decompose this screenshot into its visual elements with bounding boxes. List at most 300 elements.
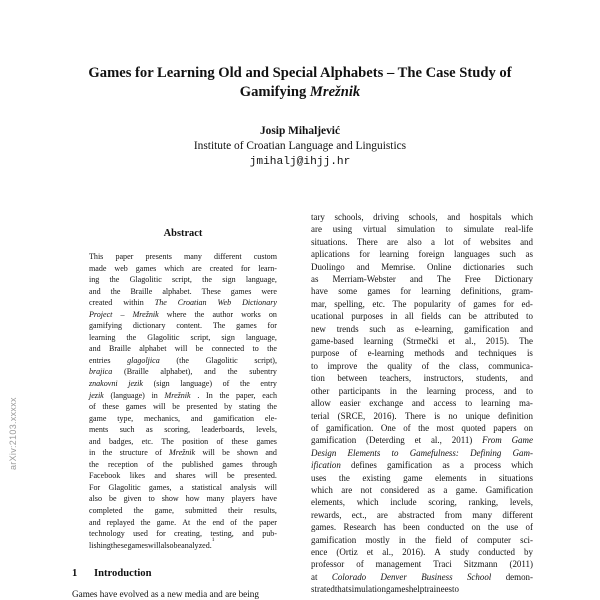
word: of: [216, 436, 224, 446]
italic-word: brajica: [89, 367, 113, 377]
word: lishing: [89, 540, 111, 550]
word: for: [400, 286, 411, 297]
word: of: [222, 379, 230, 389]
word: as: [146, 425, 153, 435]
word: submitted: [185, 506, 217, 516]
word: of: [230, 517, 237, 527]
word: games: [222, 459, 243, 469]
word: reception: [107, 459, 138, 469]
word: which: [164, 263, 184, 273]
word: rewards,: [311, 509, 342, 520]
word: (Braille: [124, 367, 149, 377]
word: papers: [493, 422, 517, 433]
word: games: [473, 298, 497, 309]
word: websites: [479, 236, 511, 247]
word: for: [156, 529, 166, 539]
word: in: [389, 385, 397, 396]
word: simulate: [463, 224, 494, 235]
word: trends: [336, 323, 359, 334]
word: many: [206, 494, 225, 504]
word: learning: [89, 332, 116, 342]
word: not: [360, 484, 372, 495]
word: ucational: [311, 311, 344, 322]
word: in: [89, 448, 96, 458]
text-line: [89, 493, 277, 505]
word: made: [89, 263, 107, 273]
word: participants: [338, 385, 381, 396]
word: as: [311, 274, 319, 285]
word: in: [390, 311, 398, 322]
word: definitions,: [460, 286, 502, 297]
word: alphabet.: [162, 286, 192, 296]
word: on: [524, 422, 533, 433]
word: Braille: [108, 344, 131, 354]
word: of: [89, 402, 96, 412]
word: using: [332, 224, 353, 235]
text-line: [311, 347, 533, 359]
word: technology: [89, 529, 125, 539]
word: their: [228, 506, 243, 516]
text-line: [89, 424, 277, 436]
italic-word: znakovni: [89, 379, 118, 389]
text-line: [311, 397, 533, 409]
word: quality: [387, 360, 413, 371]
word: strated: [311, 584, 335, 595]
italic-word: Croatian: [177, 298, 207, 308]
word: author: [212, 309, 234, 319]
word: these: [110, 540, 128, 550]
word: the: [219, 390, 230, 400]
word: works: [241, 309, 261, 319]
word: real-life: [504, 224, 533, 235]
word: the: [438, 360, 450, 371]
word: and: [89, 436, 101, 446]
word: be: [468, 311, 477, 322]
italic-word: jezik: [128, 379, 143, 389]
word: to: [465, 398, 473, 409]
text-line: [311, 546, 533, 558]
word: ments: [89, 425, 109, 435]
word: mar,: [311, 298, 327, 309]
word: which: [356, 497, 379, 508]
word: script),: [254, 355, 277, 365]
title-line-1: Games for Learning Old and Special Alphabets – The Case Study of: [88, 65, 512, 81]
italic-word: jezik: [89, 390, 104, 400]
word: Merriam-Webster: [332, 274, 396, 285]
word: etc.: [372, 298, 386, 309]
word: gamification: [311, 435, 357, 446]
text-line: [89, 436, 277, 448]
word: learning: [426, 385, 456, 396]
word: as: [525, 249, 533, 260]
word: as: [442, 460, 450, 471]
text-line: [311, 422, 533, 434]
italic-word: Denver: [380, 571, 407, 582]
word: games: [236, 321, 257, 331]
word: a: [431, 236, 436, 247]
word: access: [433, 398, 457, 409]
word: replayed: [106, 517, 135, 527]
word: instructors,: [423, 373, 464, 384]
word: created: [89, 298, 113, 308]
word: will: [264, 482, 277, 492]
word: and: [242, 529, 254, 539]
word: use: [506, 522, 519, 533]
word: through: [251, 459, 277, 469]
word: subentry: [249, 367, 277, 377]
word: gamification: [311, 534, 357, 545]
italic-word: Design: [311, 447, 337, 458]
word: (the: [176, 355, 189, 365]
section-title: Introduction: [94, 568, 152, 579]
word: Free: [464, 274, 481, 285]
word: to: [445, 224, 453, 235]
word: al.,: [430, 435, 442, 446]
word: unique: [465, 410, 490, 421]
word: 2016).: [402, 546, 426, 557]
word: the: [126, 332, 137, 342]
word: presents: [145, 252, 172, 261]
word: show: [161, 494, 179, 504]
word: the: [338, 472, 350, 483]
word: Facebook: [89, 471, 121, 481]
text-line: [89, 401, 277, 413]
word: and: [190, 413, 203, 423]
word: learning: [421, 286, 451, 297]
word: the: [366, 360, 378, 371]
word: considered: [380, 484, 420, 495]
word: and: [89, 344, 101, 354]
word: many: [183, 252, 202, 261]
word: purpose: [311, 348, 340, 359]
word: al.,: [464, 336, 476, 347]
text-line: [89, 536, 277, 552]
word: games: [127, 540, 149, 550]
word: gamification: [213, 413, 255, 423]
word: gram-: [511, 286, 533, 297]
author-email[interactable]: jmihalj@ihjj.hr: [249, 156, 351, 168]
word: end: [212, 517, 225, 527]
word: Braille: [130, 286, 153, 296]
text-line: [89, 447, 277, 459]
word: Dictionary: [494, 274, 533, 285]
word: analyzed.: [181, 540, 212, 550]
word: new: [311, 323, 326, 334]
word: hospitals: [469, 212, 502, 222]
word: be: [222, 448, 230, 458]
word: the: [487, 522, 499, 533]
word: ed-: [521, 298, 533, 309]
word: techniques: [478, 348, 517, 359]
word: Glagolitic: [129, 275, 162, 285]
word: paper,: [235, 390, 256, 400]
word: also: [160, 540, 174, 550]
word: include: [390, 497, 417, 508]
word: the: [102, 448, 113, 458]
word: how: [185, 494, 200, 504]
text-line: [89, 366, 277, 378]
italic-word: From: [482, 435, 502, 446]
word: the: [133, 506, 144, 516]
word: are: [387, 236, 398, 247]
word: study: [449, 546, 470, 557]
word: the: [109, 275, 120, 285]
word: elements: [435, 472, 467, 483]
italic-word: Mrežnik: [132, 309, 159, 319]
word: ing: [89, 275, 100, 285]
word: of: [421, 360, 430, 371]
word: teachers,: [379, 373, 412, 384]
word: and: [89, 517, 101, 527]
word: a: [443, 484, 448, 495]
word: between: [337, 373, 368, 384]
author-affiliation: Institute of Croatian Language and Linguistics: [193, 140, 407, 152]
text-line: [311, 285, 533, 297]
word: custom: [253, 252, 277, 261]
text-line: [89, 505, 277, 517]
word: entries: [89, 355, 111, 365]
word: used: [133, 529, 148, 539]
word: that: [334, 584, 349, 595]
text-line: [311, 558, 533, 570]
word: be: [227, 471, 235, 481]
word: completed: [89, 506, 123, 516]
word: will: [202, 448, 215, 458]
word: shown: [237, 448, 259, 458]
word: leaderboards,: [201, 425, 245, 435]
word: the: [227, 367, 238, 377]
word: elements,: [311, 497, 346, 508]
word: dictionaries: [463, 261, 505, 272]
word: virtual: [362, 224, 387, 235]
word: et: [414, 435, 422, 446]
word: by: [224, 402, 233, 412]
word: Duolingo: [311, 261, 345, 272]
word: and: [447, 212, 461, 222]
word: students,: [476, 373, 508, 384]
word: to: [148, 494, 155, 504]
word: Memrise.: [381, 261, 416, 272]
word: languages: [454, 249, 490, 260]
word: This: [89, 252, 104, 261]
word: of: [460, 534, 469, 545]
word: scoring,: [428, 497, 457, 508]
word: methods: [414, 348, 445, 359]
word: most: [436, 422, 454, 433]
word: foreign: [418, 249, 445, 260]
word: such: [119, 425, 135, 435]
intro-text-line: Games have evolved as a new media and are being: [72, 589, 259, 599]
word: some: [338, 286, 358, 297]
text-line: [311, 534, 533, 546]
word: scoring,: [164, 425, 190, 435]
word: e-learning: [367, 348, 404, 359]
word: and: [265, 448, 277, 458]
word: management: [375, 559, 422, 570]
word: given: [123, 494, 142, 504]
italic-word: Gam-: [512, 447, 533, 458]
italic-word: School: [466, 571, 492, 582]
word: e-learning,: [414, 323, 454, 334]
italic-word: Elements: [347, 447, 381, 458]
italic-word: Business: [421, 571, 453, 582]
text-line: [311, 223, 533, 235]
word: defines: [350, 460, 377, 471]
italic-word: –: [120, 309, 125, 319]
word: the: [418, 422, 430, 433]
word: The: [519, 336, 533, 347]
word: At: [182, 517, 191, 527]
word: be: [173, 540, 182, 550]
word: also: [407, 236, 422, 247]
word: by: [524, 546, 533, 557]
word: game.: [455, 484, 478, 495]
word: and: [204, 367, 216, 377]
italic-word: Web: [217, 298, 232, 308]
word: the: [110, 286, 121, 296]
word: are: [311, 224, 322, 235]
word: as: [396, 323, 405, 334]
word: a: [459, 460, 464, 471]
word: the: [202, 275, 212, 285]
word: the: [140, 517, 151, 527]
word: Glagolitic: [147, 332, 180, 342]
word: players: [231, 494, 255, 504]
word: A: [434, 546, 441, 557]
word: mechanics,: [144, 413, 181, 423]
word: of: [356, 559, 364, 570]
word: and: [356, 261, 370, 272]
word: gamifying: [89, 321, 123, 331]
text-line: [89, 470, 277, 482]
abstract-heading: Abstract: [163, 228, 203, 239]
word: demon-: [505, 571, 533, 582]
word: Glagolitic: [205, 355, 238, 365]
text-line: [311, 236, 533, 248]
word: games: [256, 436, 277, 446]
word: tary: [311, 212, 325, 222]
word: creating,: [174, 529, 202, 539]
word: which: [511, 212, 533, 222]
word: likes: [129, 471, 145, 481]
word: terial: [311, 410, 330, 421]
text-line: [311, 410, 533, 422]
word: learn-: [258, 263, 277, 273]
word: and: [503, 385, 517, 396]
text-line: [311, 571, 533, 583]
text-line: [311, 496, 533, 508]
author-block: [100, 124, 500, 170]
word: game,: [154, 506, 175, 516]
text-line: [311, 459, 533, 471]
word: situations.: [311, 236, 348, 247]
word: will: [174, 344, 188, 354]
text-line: [89, 297, 277, 309]
word: of: [311, 422, 319, 433]
word: the: [89, 459, 99, 469]
text-line: [89, 482, 277, 494]
word: sign: [222, 275, 236, 285]
text-line: [89, 355, 277, 367]
word: There: [404, 410, 426, 421]
abstract-body: [89, 251, 277, 551]
word: communica-: [488, 360, 533, 371]
word: In: [206, 390, 213, 400]
word: field: [435, 534, 452, 545]
text-line: [311, 372, 533, 384]
word: the: [243, 517, 253, 527]
title-line-2-prefix: Gamifying: [239, 84, 310, 100]
word: alphabet),: [160, 367, 193, 377]
word: conducted: [478, 546, 515, 557]
text-line: [89, 517, 277, 529]
italic-word: Mrežnik: [164, 390, 191, 400]
word: ma-: [519, 398, 533, 409]
text-line: [311, 385, 533, 397]
word: been: [403, 522, 420, 533]
word: professor: [311, 559, 345, 570]
text-line: [311, 298, 533, 310]
word: these: [102, 402, 119, 412]
word: presented: [186, 402, 218, 412]
word: are: [376, 509, 388, 520]
word: in: [151, 390, 158, 400]
word: ranking,: [468, 497, 499, 508]
word: a: [179, 482, 184, 492]
word: for: [503, 298, 514, 309]
text-line: [89, 251, 277, 263]
word: for: [359, 249, 370, 260]
word: of: [403, 422, 411, 433]
word: game: [89, 413, 107, 423]
word: The: [436, 274, 451, 285]
word: created: [209, 263, 233, 273]
word: statistical: [191, 482, 222, 492]
word: 2011): [451, 435, 473, 446]
word: these: [231, 436, 249, 446]
italic-word: Project: [89, 309, 113, 319]
word: language): [180, 379, 213, 389]
word: simulation: [397, 224, 435, 235]
word: learning: [379, 249, 409, 260]
word: (Ortiz: [336, 546, 358, 557]
word: attributed: [484, 311, 519, 322]
word: the: [239, 379, 250, 389]
word: games: [385, 584, 409, 595]
word: process: [474, 460, 501, 471]
word: trainees: [424, 584, 453, 595]
word: were: [261, 286, 277, 296]
word: as: [427, 484, 435, 495]
word: be: [108, 494, 117, 504]
word: For: [89, 482, 101, 492]
word: and: [454, 348, 468, 359]
word: presented.: [244, 471, 277, 481]
word: definition: [498, 410, 533, 421]
section-heading: [72, 568, 152, 579]
word: the: [267, 344, 277, 354]
word: existing: [362, 472, 391, 483]
word: et: [366, 546, 374, 557]
word: computer: [477, 534, 511, 545]
word: testing,: [210, 529, 234, 539]
word: such: [516, 261, 533, 272]
text-line: [311, 261, 533, 273]
word: be: [195, 344, 204, 354]
text-line: [311, 323, 533, 335]
word: There: [356, 236, 378, 247]
word: et: [448, 336, 455, 347]
